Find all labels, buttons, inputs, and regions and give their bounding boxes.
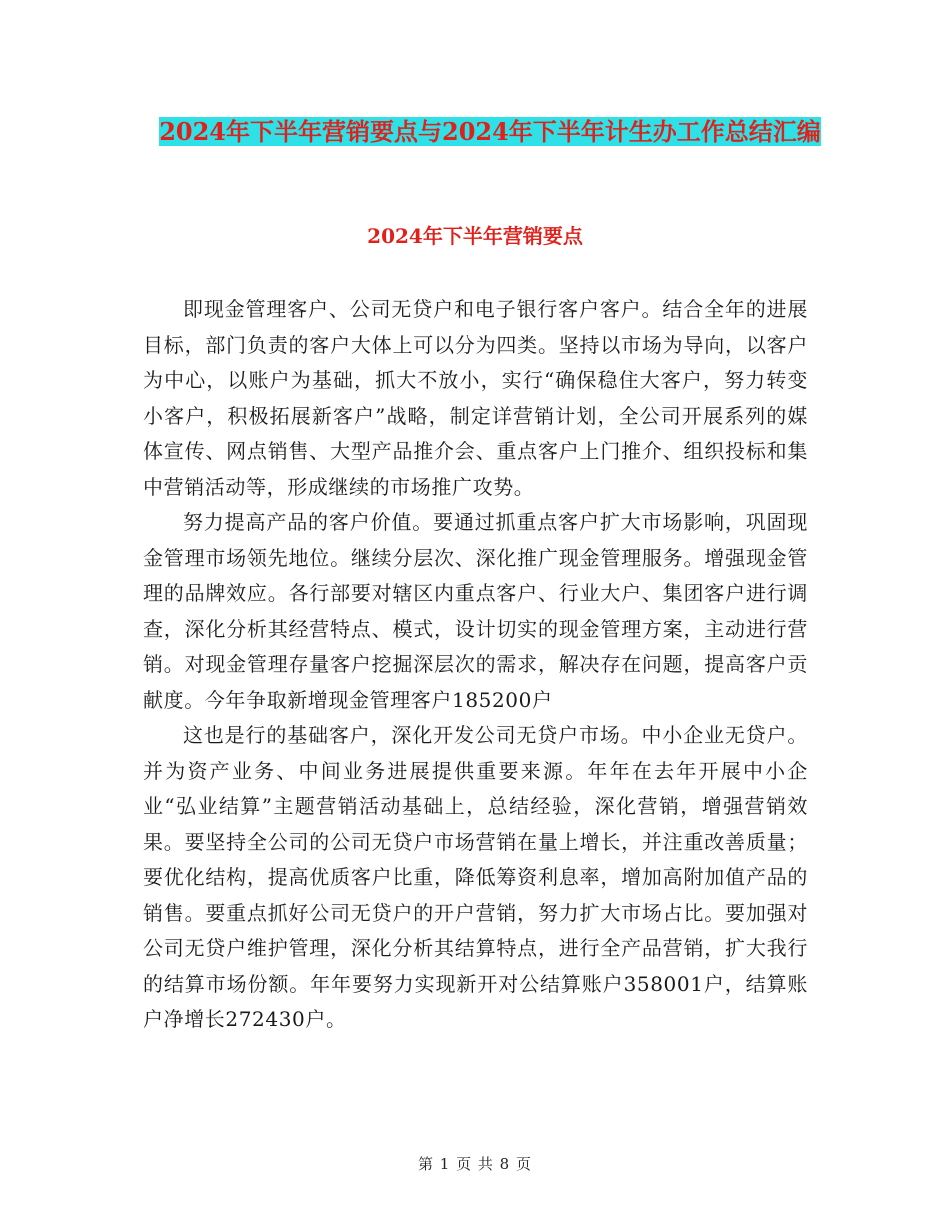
paragraph: 努力提高产品的客户价值。要通过抓重点客户扩大市场影响，巩固现金管理市场领先地位。继续分层次、深化推广现金管理服务。增强现金管理的品牌效应。各行部要对辖区内重点客户、行业大户、集团客户进行调查，深化分析其经营特点、模式，设计切实的现金管理方案，主动进行营销。对现金管理存量客户挖掘深层次的需求，解决存在问题，提高客户贡献度。今年争取新增现金管理客户185200户 (143, 510, 808, 712)
document-title (140, 108, 840, 156)
section-title: 2024年下半年营销要点 (367, 224, 583, 248)
page-footer: 第 1 页 共 8 页 (418, 1155, 532, 1173)
paragraph: 即现金管理客户、公司无贷户和电子银行客户客户。结合全年的进展目标，部门负责的客户大体上可以分为四类。坚持以市场为导向，以客户为中心，以账户为基础，抓大不放小，实行“确保稳住大客户，努力转变小客户，积极拓展新客户”战略，制定详营销计划，全公司开展系列的媒体宣传、网点销售、大型产品推介会、重点客户上门推介、组织投标和集中营销活动等，形成继续的市场推广攻势。 (143, 297, 808, 499)
document-title-text: 2024年下半年营销要点与2024年下半年计生办工作总结汇编 (159, 117, 821, 146)
paragraph: 这也是行的基础客户，深化开发公司无贷户市场。中小企业无贷户。并为资产业务、中间业务进展提供重要来源。年年在去年开展中小企业“弘业结算”主题营销活动基础上，总结经验，深化营销，增强营销效果。要坚持全公司的公司无贷户市场营销在量上增长，并注重改善质量；要优化结构，提高优质客户比重，降低筹资利息率，增加高附加值产品的销售。要重点抓好公司无贷户的开户营销，努力扩大市场占比。要加强对公司无贷户维护管理，深化分析其结算特点，进行全产品营销，扩大我行的结算市场份额。年年要努力实现新开对公结算账户358001户，结算账户净增长272430户。 (143, 723, 808, 1031)
document-body (143, 292, 808, 1038)
